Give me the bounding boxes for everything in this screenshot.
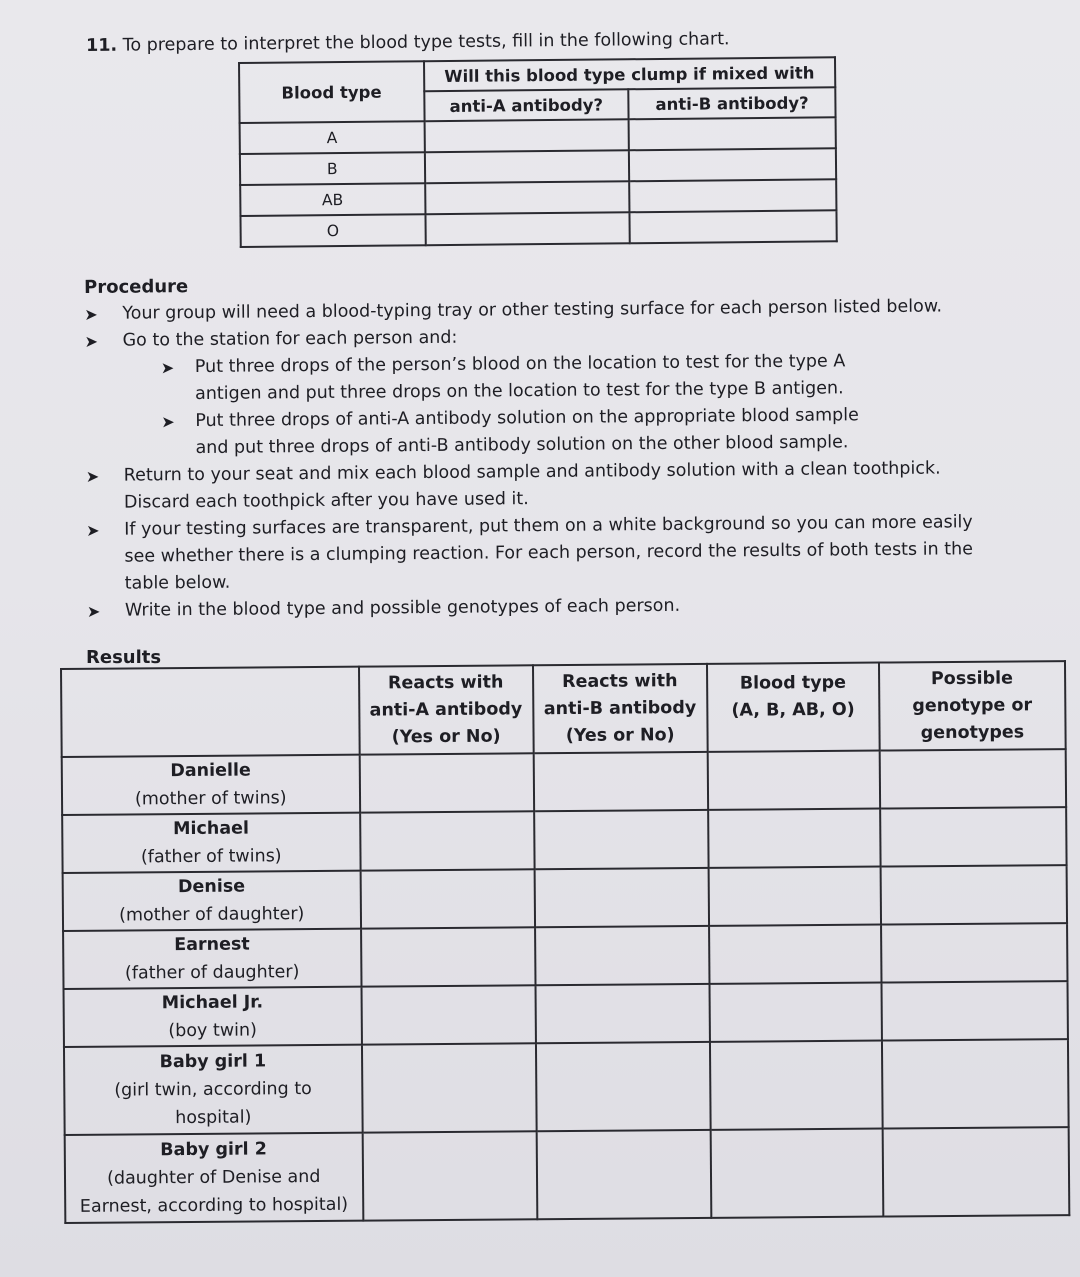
results-header-blood-type: Blood type (A, B, AB, O) (707, 663, 880, 752)
chart-row-type: B (240, 152, 425, 185)
blood-type-cell[interactable] (707, 751, 879, 810)
arrowhead-bullet-icon: ➤ (160, 358, 175, 378)
person-name: Baby girl 2 (160, 1139, 267, 1161)
person-name: Baby girl 1 (159, 1051, 267, 1073)
person-cell (65, 1133, 363, 1223)
anti-b-result-cell[interactable] (536, 1130, 711, 1219)
chart-header-anti-a: anti-A antibody? (424, 89, 629, 121)
genotype-cell[interactable] (879, 749, 1066, 808)
person-cell (64, 987, 362, 1047)
anti-b-result-cell[interactable] (535, 926, 710, 985)
table-row (65, 1127, 1070, 1223)
antibody-chart (238, 56, 838, 248)
anti-a-result-cell[interactable] (361, 985, 536, 1044)
procedure-step: ➤ Your group will need a blood-typing tray or other testing surface for each person listed below. (84, 293, 1014, 328)
results-header-anti-b: Reacts with anti-B antibody (Yes or No) (533, 664, 708, 753)
blood-type-cell[interactable] (709, 983, 881, 1042)
person-cell (62, 755, 360, 815)
anti-a-result-cell[interactable] (360, 869, 535, 928)
person-role: (daughter of Denise and Earnest, according to hospital) (79, 1166, 349, 1217)
genotype-cell[interactable] (881, 923, 1068, 982)
chart-row (240, 210, 836, 247)
procedure-step: ➤ Write in the blood type and possible genotypes of each person. (87, 590, 1017, 625)
anti-a-result-cell[interactable] (362, 1131, 537, 1220)
arrowhead-bullet-icon: ➤ (84, 304, 98, 324)
person-role: (boy twin) (168, 1020, 257, 1042)
person-cell (63, 871, 361, 931)
chart-header-anti-b: anti-B antibody? (629, 87, 836, 119)
blood-type-cell[interactable] (709, 925, 881, 984)
table-row (62, 749, 1066, 815)
procedure-heading: Procedure (84, 276, 189, 298)
procedure-step: ➤ Return to your seat and mix each blood sample and antibody solution with a clean toothpick. Discard each toothpick after you have used it. (85, 458, 941, 513)
chart-cell-anti-a[interactable] (425, 212, 630, 245)
results-table (60, 660, 1070, 1224)
blood-type-cell[interactable] (708, 867, 880, 926)
procedure-section (84, 266, 1017, 625)
results-heading: Results (86, 647, 162, 668)
person-name: Danielle (170, 760, 251, 782)
anti-a-result-cell[interactable] (360, 811, 535, 870)
chart-row-type: A (240, 121, 425, 154)
anti-a-result-cell[interactable] (359, 753, 534, 812)
chart-header-blood-type: Blood type (239, 61, 424, 123)
anti-b-result-cell[interactable] (535, 984, 710, 1043)
table-row (64, 981, 1068, 1047)
results-header-genotype: Possible genotype or genotypes (879, 661, 1066, 750)
person-cell (64, 1045, 362, 1135)
chart-cell-anti-b[interactable] (629, 179, 836, 212)
chart-cell-anti-a[interactable] (425, 181, 630, 214)
person-role: (girl twin, according to hospital) (114, 1079, 312, 1129)
arrowhead-bullet-icon: ➤ (84, 331, 99, 351)
blood-type-cell[interactable] (710, 1041, 883, 1130)
results-header-person (61, 667, 359, 757)
person-cell (63, 929, 361, 989)
anti-b-result-cell[interactable] (533, 752, 708, 811)
procedure-substep: ➤ Put three drops of the person’s blood on the location to test for the type A antigen and put three drops on the location to test for the type B antigen. (160, 351, 846, 405)
person-role: (father of daughter) (124, 962, 300, 984)
person-role: (mother of twins) (134, 788, 287, 810)
question-title (86, 29, 730, 56)
person-name: Denise (177, 876, 246, 898)
arrowhead-bullet-icon: ➤ (86, 520, 100, 540)
genotype-cell[interactable] (882, 1039, 1069, 1128)
person-role: (father of twins) (140, 846, 282, 868)
chart-row-type: O (240, 214, 425, 247)
table-row (63, 923, 1067, 989)
chart-cell-anti-b[interactable] (630, 210, 837, 243)
person-name: Michael Jr. (161, 992, 264, 1014)
chart-cell-anti-a[interactable] (424, 119, 629, 152)
table-row (64, 1039, 1069, 1135)
chart-cell-anti-a[interactable] (424, 150, 629, 183)
procedure-step: ➤ If your testing surfaces are transparent, put them on a white background so you can more easily see whether there is a clumping reaction. For each person, record the results of both tests in the table below. (86, 512, 974, 594)
genotype-cell[interactable] (881, 981, 1068, 1040)
anti-a-result-cell[interactable] (362, 1043, 537, 1132)
genotype-cell[interactable] (880, 807, 1067, 866)
chart-header-group: Will this blood type clump if mixed with (424, 57, 836, 91)
procedure-substep: ➤ Put three drops of anti-A antibody solution on the appropriate blood sample and put three drops of anti-B antibody solution on the other blood sample. (161, 405, 859, 459)
person-role: (mother of daughter) (119, 904, 305, 926)
arrowhead-bullet-icon: ➤ (86, 601, 101, 621)
arrowhead-bullet-icon: ➤ (85, 466, 100, 486)
chart-row-type: AB (240, 183, 425, 216)
results-header-row (61, 661, 1066, 757)
table-row (63, 865, 1067, 931)
anti-b-result-cell[interactable] (534, 868, 709, 927)
question-number: 11. (86, 35, 118, 56)
genotype-cell[interactable] (880, 865, 1067, 924)
question-text: To prepare to interpret the blood type tests, fill in the following chart. (122, 29, 730, 56)
chart-cell-anti-b[interactable] (629, 117, 836, 150)
anti-b-result-cell[interactable] (536, 1042, 711, 1131)
results-header-anti-a: Reacts with anti-A antibody (Yes or No) (359, 665, 534, 754)
table-row (62, 807, 1066, 873)
blood-type-cell[interactable] (710, 1129, 883, 1218)
blood-type-cell[interactable] (708, 809, 880, 868)
person-name: Michael (173, 818, 250, 840)
chart-cell-anti-b[interactable] (629, 148, 836, 181)
anti-a-result-cell[interactable] (361, 927, 536, 986)
genotype-cell[interactable] (882, 1127, 1069, 1216)
arrowhead-bullet-icon: ➤ (161, 412, 175, 432)
person-name: Earnest (174, 934, 250, 956)
procedure-step: ➤ Go to the station for each person and: (84, 320, 1014, 355)
person-cell (62, 813, 360, 873)
anti-b-result-cell[interactable] (534, 810, 709, 869)
